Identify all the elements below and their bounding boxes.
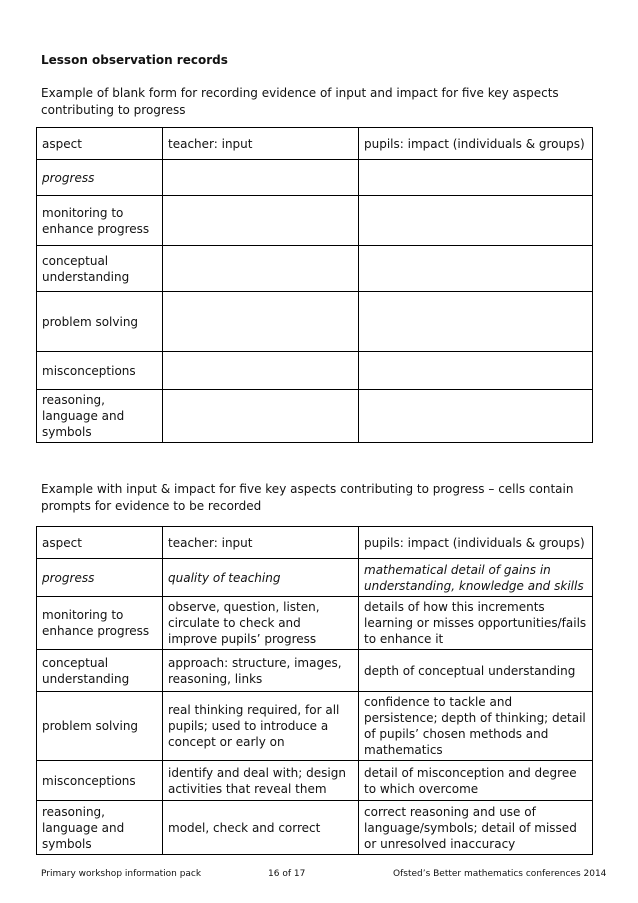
teacher-cell	[163, 196, 359, 246]
aspect-cell: problem solving	[37, 692, 163, 761]
table-row	[37, 761, 593, 801]
aspect-cell: progress	[37, 160, 163, 196]
aspect-cell: problem solving	[37, 292, 163, 352]
aspect-cell: reasoning, language and symbols	[37, 801, 163, 855]
aspect-cell: progress	[37, 559, 163, 597]
table-row	[37, 692, 593, 761]
pupils-cell: confidence to tackle and persistence; depth of thinking; detail of pupils’ chosen methods and mathematics	[359, 692, 593, 761]
aspect-cell: misconceptions	[37, 761, 163, 801]
page-heading: Lesson observation records	[41, 53, 228, 67]
table-row	[37, 196, 593, 246]
pupils-cell	[359, 292, 593, 352]
header-teacher-input: teacher: input	[163, 128, 359, 160]
aspect-cell: conceptual understanding	[37, 246, 163, 292]
teacher-cell: quality of teaching	[163, 559, 359, 597]
footer-conference-name: Ofsted’s Better mathematics conferences 2014	[393, 869, 607, 879]
teacher-cell	[163, 246, 359, 292]
aspect-cell: monitoring to enhance progress	[37, 196, 163, 246]
prompt-form-intro: Example with input & impact for five key aspects contributing to progress – cells contain prompts for evidence to be recorded	[41, 482, 574, 513]
pupils-cell	[359, 196, 593, 246]
pupils-cell: depth of conceptual understanding	[359, 650, 593, 692]
header-teacher-input: teacher: input	[163, 527, 359, 559]
footer-page-number: 16 of 17	[268, 869, 306, 879]
prompt-observation-table	[36, 526, 593, 855]
pupils-cell: correct reasoning and use of language/symbols; detail of missed or unresolved inaccuracy	[359, 801, 593, 855]
blank-observation-table	[36, 127, 593, 443]
table-row	[37, 246, 593, 292]
aspect-cell: reasoning, language and symbols	[37, 390, 163, 443]
pupils-cell	[359, 246, 593, 292]
pupils-cell: details of how this increments learning or misses opportunities/fails to enhance it	[359, 597, 593, 650]
teacher-cell: model, check and correct	[163, 801, 359, 855]
pupils-cell	[359, 160, 593, 196]
teacher-cell: real thinking required, for all pupils; used to introduce a concept or early on	[163, 692, 359, 761]
blank-form-intro: Example of blank form for recording evidence of input and impact for five key aspects contributing to progress	[41, 86, 559, 117]
pupils-cell	[359, 390, 593, 443]
footer-document-title: Primary workshop information pack	[41, 869, 202, 879]
aspect-cell: conceptual understanding	[37, 650, 163, 692]
teacher-cell	[163, 390, 359, 443]
table-row	[37, 650, 593, 692]
table-row	[37, 160, 593, 196]
table-row	[37, 390, 593, 443]
teacher-cell	[163, 292, 359, 352]
table-header-row	[37, 527, 593, 559]
header-aspect: aspect	[37, 527, 163, 559]
pupils-cell: detail of misconception and degree to which overcome	[359, 761, 593, 801]
table-row	[37, 597, 593, 650]
aspect-cell: misconceptions	[37, 352, 163, 390]
teacher-cell	[163, 352, 359, 390]
table-row	[37, 352, 593, 390]
teacher-cell: identify and deal with; design activities that reveal them	[163, 761, 359, 801]
header-pupils-impact: pupils: impact (individuals & groups)	[359, 128, 593, 160]
table-row	[37, 559, 593, 597]
aspect-cell: monitoring to enhance progress	[37, 597, 163, 650]
teacher-cell: observe, question, listen, circulate to check and improve pupils’ progress	[163, 597, 359, 650]
table-row	[37, 292, 593, 352]
pupils-cell: mathematical detail of gains in understanding, knowledge and skills	[359, 559, 593, 597]
header-pupils-impact: pupils: impact (individuals & groups)	[359, 527, 593, 559]
table-header-row	[37, 128, 593, 160]
teacher-cell: approach: structure, images, reasoning, links	[163, 650, 359, 692]
table-row	[37, 801, 593, 855]
header-aspect: aspect	[37, 128, 163, 160]
pupils-cell	[359, 352, 593, 390]
teacher-cell	[163, 160, 359, 196]
